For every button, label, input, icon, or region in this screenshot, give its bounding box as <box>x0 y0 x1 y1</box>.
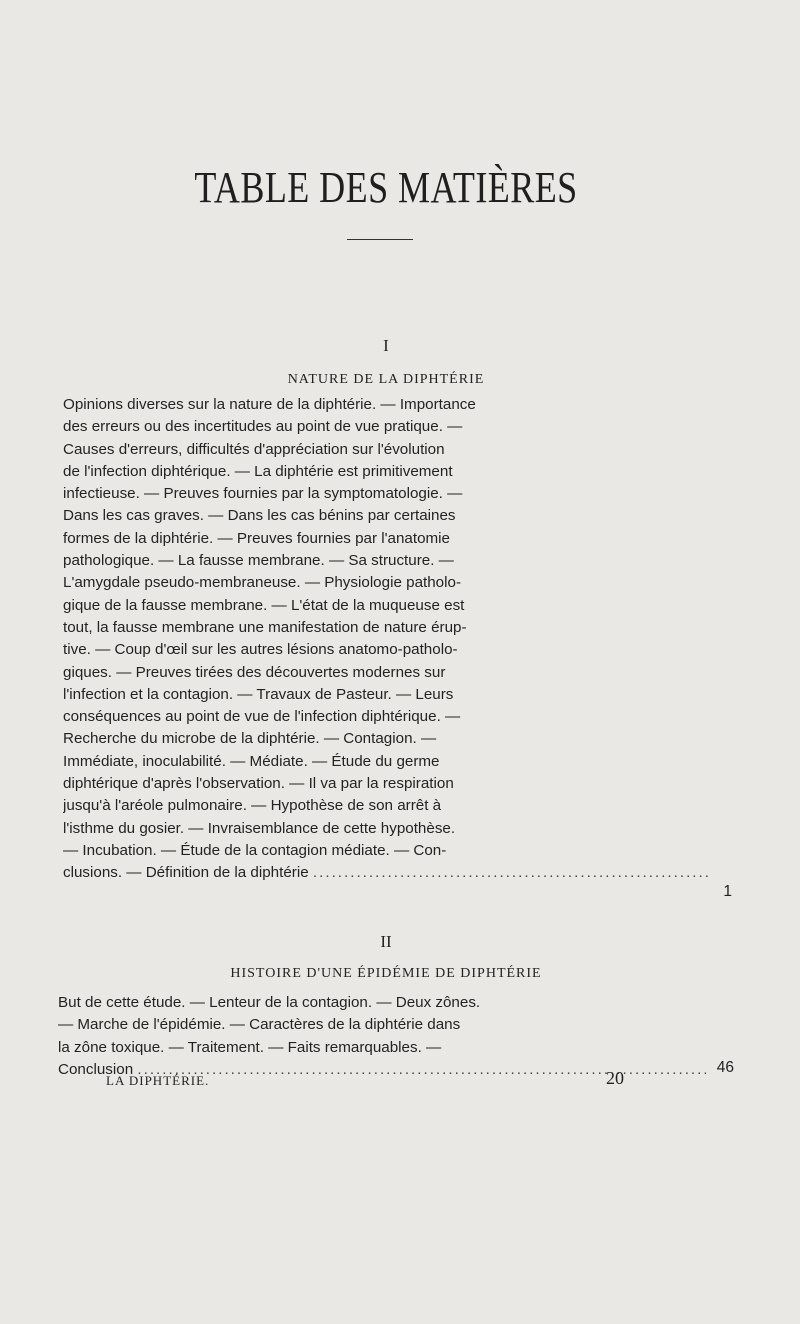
toc-entry-text: clusions. — Définition de la diphtérie <box>63 864 309 882</box>
summary-line: — Incubation. — Étude de la contagion médiate. — Con- <box>63 841 447 859</box>
summary-line: — Marche de l'épidémie. — Caractères de la diphtérie dans <box>58 1016 461 1034</box>
summary-line: giques. — Preuves tirées des découvertes modernes sur <box>63 663 446 681</box>
section-1-page-number: 1 <box>723 883 732 900</box>
summary-line: tive. — Coup d'œil sur les autres lésions anatomo-patholo- <box>63 641 458 659</box>
summary-line: Causes d'erreurs, difficultés d'appréciation sur l'évolution <box>63 440 445 458</box>
summary-line: formes de la diphtérie. — Preuves fournies par l'anatomie <box>63 529 450 547</box>
summary-line: Dans les cas graves. — Dans les cas bénins par certaines <box>63 507 456 525</box>
summary-line: l'infection et la contagion. — Travaux de Pasteur. — Leurs <box>63 685 454 703</box>
page-title: TABLE DES MATIÈRES <box>194 163 578 212</box>
toc-entry-line <box>63 862 711 884</box>
summary-line: infectieuse. — Preuves fournies par la symptomatologie. — <box>63 485 463 503</box>
section-1-summary <box>63 394 711 885</box>
summary-line: But de cette étude. — Lenteur de la contagion. — Deux zônes. <box>58 994 481 1011</box>
section-1-title: NATURE DE LA DIPHTÉRIE <box>287 372 485 387</box>
summary-line: la zône toxique. — Traitement. — Faits remarquables. — <box>58 1038 442 1056</box>
summary-line: conséquences au point de vue de l'infection diphtérique. — <box>63 708 461 726</box>
summary-line: pathologique. — La fausse membrane. — Sa structure. — <box>63 552 454 570</box>
leader-dots <box>313 864 711 881</box>
section-1-number: I <box>383 336 389 355</box>
summary-line: tout, la fausse membrane une manifestation de nature érup- <box>63 618 467 636</box>
summary-line: Recherche du microbe de la diphtérie. — Contagion. — <box>63 730 437 748</box>
summary-line: Immédiate, inoculabilité. — Médiate. — Étude du germe <box>63 752 440 770</box>
summary-line: gique de la fausse membrane. — L'état de la muqueuse est <box>63 596 465 614</box>
summary-line: jusqu'à l'aréole pulmonaire. — Hypothèse de son arrêt à <box>63 797 442 815</box>
summary-line: L'amygdale pseudo-membraneuse. — Physiologie patholo- <box>63 574 462 592</box>
toc-entry-text: Conclusion <box>58 1060 134 1078</box>
title-divider <box>347 239 413 240</box>
signature-mark: 20 <box>606 1068 624 1088</box>
summary-line: de l'infection diphtérique. — La diphtérie est primitivement <box>63 462 453 480</box>
summary-line: des erreurs ou des incertitudes au point de vue pratique. — <box>63 418 463 436</box>
section-2-title: HISTOIRE D'UNE ÉPIDÉMIE DE DIPHTÉRIE <box>230 966 542 981</box>
summary-line: Opinions diverses sur la nature de la diphtérie. — Importance <box>63 396 476 413</box>
summary-line: l'isthme du gosier. — Invraisemblance de cette hypothèse. <box>63 819 456 837</box>
running-title: LA DIPHTÉRIE. <box>106 1073 210 1088</box>
section-2-number: II <box>380 932 392 951</box>
section-2-page-number: 46 <box>716 1059 734 1076</box>
summary-line: diphtérique d'après l'observation. — Il va par la respiration <box>63 775 454 793</box>
